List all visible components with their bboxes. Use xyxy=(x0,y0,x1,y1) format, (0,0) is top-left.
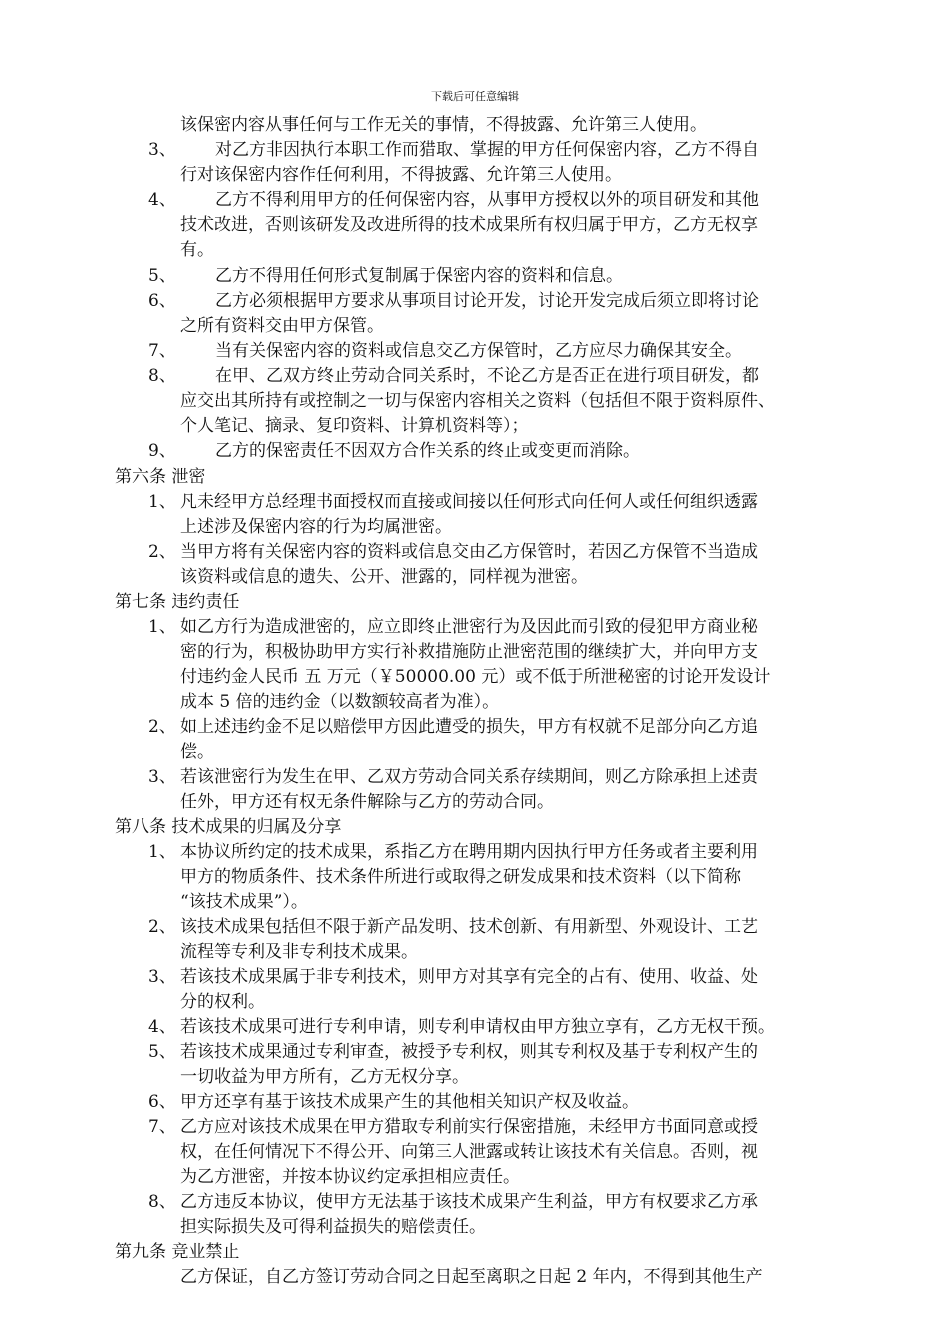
list-number: 5、 xyxy=(148,1042,176,1062)
list-number: 8、 xyxy=(148,366,176,386)
list-number: 6、 xyxy=(148,291,176,311)
list-text: 对乙方非因执行本职工作而猎取、掌握的甲方任何保密内容，乙方不得自 xyxy=(215,140,759,160)
list-text: 若该技术成果可进行专利申请，则专利申请权由甲方独立享有，乙方无权干预。 xyxy=(180,1017,775,1037)
list-text: 技术改进，否则该研发及改进所得的技术成果所有权归属于甲方，乙方无权享 xyxy=(180,215,758,235)
list-number: 1、 xyxy=(148,617,176,637)
list-text: 成本 5 倍的违约金（以数额较高者为准）。 xyxy=(180,692,500,712)
list-number: 4、 xyxy=(148,190,176,210)
list-text: 为乙方泄密，并按本协议约定承担相应责任。 xyxy=(180,1167,520,1187)
list-text: 担实际损失及可得利益损失的赔偿责任。 xyxy=(180,1217,486,1237)
list-text: 偿。 xyxy=(180,742,214,762)
list-text: 若该技术成果通过专利审查，被授予专利权，则其专利权及基于专利权产生的 xyxy=(180,1042,758,1062)
list-text: 如乙方行为造成泄密的，应立即终止泄密行为及因此而引致的侵犯甲方商业秘 xyxy=(180,617,758,637)
list-text: 乙方应对该技术成果在甲方猎取专利前实行保密措施，未经甲方书面同意或授 xyxy=(180,1117,758,1137)
list-text: 个人笔记、摘录、复印资料、计算机资料等）； xyxy=(180,416,529,436)
list-text: 权，在任何情况下不得公开、向第三人泄露或转让该技术有关信息。否则，视 xyxy=(180,1142,758,1162)
continuation-line: 该保密内容从事任何与工作无关的事情，不得披露、允许第三人使用。 xyxy=(180,115,707,135)
list-number: 5、 xyxy=(148,266,176,286)
list-text: 该技术成果包括但不限于新产品发明、技术创新、有用新型、外观设计、工艺 xyxy=(180,917,758,937)
list-text: 密的行为，积极协助甲方实行补救措施防止泄密范围的继续扩大，并向甲方支 xyxy=(180,642,758,662)
list-text: 若该技术成果属于非专利技术，则甲方对其享有完全的占有、使用、收益、处 xyxy=(180,967,758,987)
list-number: 3、 xyxy=(148,767,176,787)
list-text: 凡未经甲方总经理书面授权而直接或间接以任何形式向任何人或任何组织透露 xyxy=(180,492,758,512)
list-text: 当有关保密内容的资料或信息交乙方保管时，乙方应尽力确保其安全。 xyxy=(215,341,742,361)
list-number: 7、 xyxy=(148,341,176,361)
list-text: 在甲、乙双方终止劳动合同关系时，不论乙方是否正在进行项目研发，都 xyxy=(215,366,759,386)
list-text: 当甲方将有关保密内容的资料或信息交由乙方保管时，若因乙方保管不当造成 xyxy=(180,542,758,562)
list-text: 本协议所约定的技术成果，系指乙方在聘用期内因执行甲方任务或者主要利用 xyxy=(180,842,758,862)
section-heading: 第九条 竞业禁止 xyxy=(115,1242,240,1262)
list-text: 如上述违约金不足以赔偿甲方因此遭受的损失，甲方有权就不足部分向乙方追 xyxy=(180,717,758,737)
list-text: 乙方违反本协议，使甲方无法基于该技术成果产生利益，甲方有权要求乙方承 xyxy=(180,1192,758,1212)
list-text: 该资料或信息的遗失、公开、泄露的，同样视为泄密。 xyxy=(180,567,588,587)
list-text: 行对该保密内容作任何利用，不得披露、允许第三人使用。 xyxy=(180,165,622,185)
list-text: 乙方不得用任何形式复制属于保密内容的资料和信息。 xyxy=(215,266,623,286)
section-heading: 第七条 违约责任 xyxy=(115,592,240,612)
list-text: 有。 xyxy=(180,240,214,260)
list-text: 流程等专利及非专利技术成果。 xyxy=(180,942,418,962)
list-text: 甲方还享有基于该技术成果产生的其他相关知识产权及收益。 xyxy=(180,1092,639,1112)
list-text: 乙方不得利用甲方的任何保密内容，从事甲方授权以外的项目研发和其他 xyxy=(215,190,759,210)
list-number: 2、 xyxy=(148,917,176,937)
list-number: 2、 xyxy=(148,542,176,562)
list-number: 6、 xyxy=(148,1092,176,1112)
list-text: 甲方的物质条件、技术条件所进行或取得之研发成果和技术资料（以下简称 xyxy=(180,867,741,887)
section-heading: 第六条 泄密 xyxy=(115,467,206,487)
list-text: 任外，甲方还有权无条件解除与乙方的劳动合同。 xyxy=(180,792,554,812)
list-text: 付违约金人民币 五 万元（￥50000.00 元）或不低于所泄秘密的讨论开发设计 xyxy=(180,667,771,687)
list-number: 7、 xyxy=(148,1117,176,1137)
section-heading: 第八条 技术成果的归属及分享 xyxy=(115,817,342,837)
list-number: 9、 xyxy=(148,441,176,461)
list-text: 一切收益为甲方所有，乙方无权分享。 xyxy=(180,1067,469,1087)
list-text: 乙方的保密责任不因双方合作关系的终止或变更而消除。 xyxy=(215,441,640,461)
list-text: 分的权利。 xyxy=(180,992,265,1012)
list-number: 3、 xyxy=(148,140,176,160)
list-number: 1、 xyxy=(148,492,176,512)
list-text: “该技术成果”）。 xyxy=(180,892,308,912)
list-number: 4、 xyxy=(148,1017,176,1037)
list-number: 2、 xyxy=(148,717,176,737)
list-text: 之所有资料交由甲方保管。 xyxy=(180,316,384,336)
list-text: 应交出其所持有或控制之一切与保密内容相关之资料（包括但不限于资料原件、 xyxy=(180,391,775,411)
list-number: 1、 xyxy=(148,842,176,862)
paragraph-line: 乙方保证，自乙方签订劳动合同之日起至离职之日起 2 年内，不得到其他生产 xyxy=(180,1267,763,1287)
list-text: 若该泄密行为发生在甲、乙双方劳动合同关系存续期间，则乙方除承担上述责 xyxy=(180,767,758,787)
list-number: 3、 xyxy=(148,967,176,987)
page-header: 下载后可任意编辑 xyxy=(431,90,519,103)
list-text: 乙方必须根据甲方要求从事项目讨论开发，讨论开发完成后须立即将讨论 xyxy=(215,291,759,311)
list-text: 上述涉及保密内容的行为均属泄密。 xyxy=(180,517,452,537)
list-number: 8、 xyxy=(148,1192,176,1212)
